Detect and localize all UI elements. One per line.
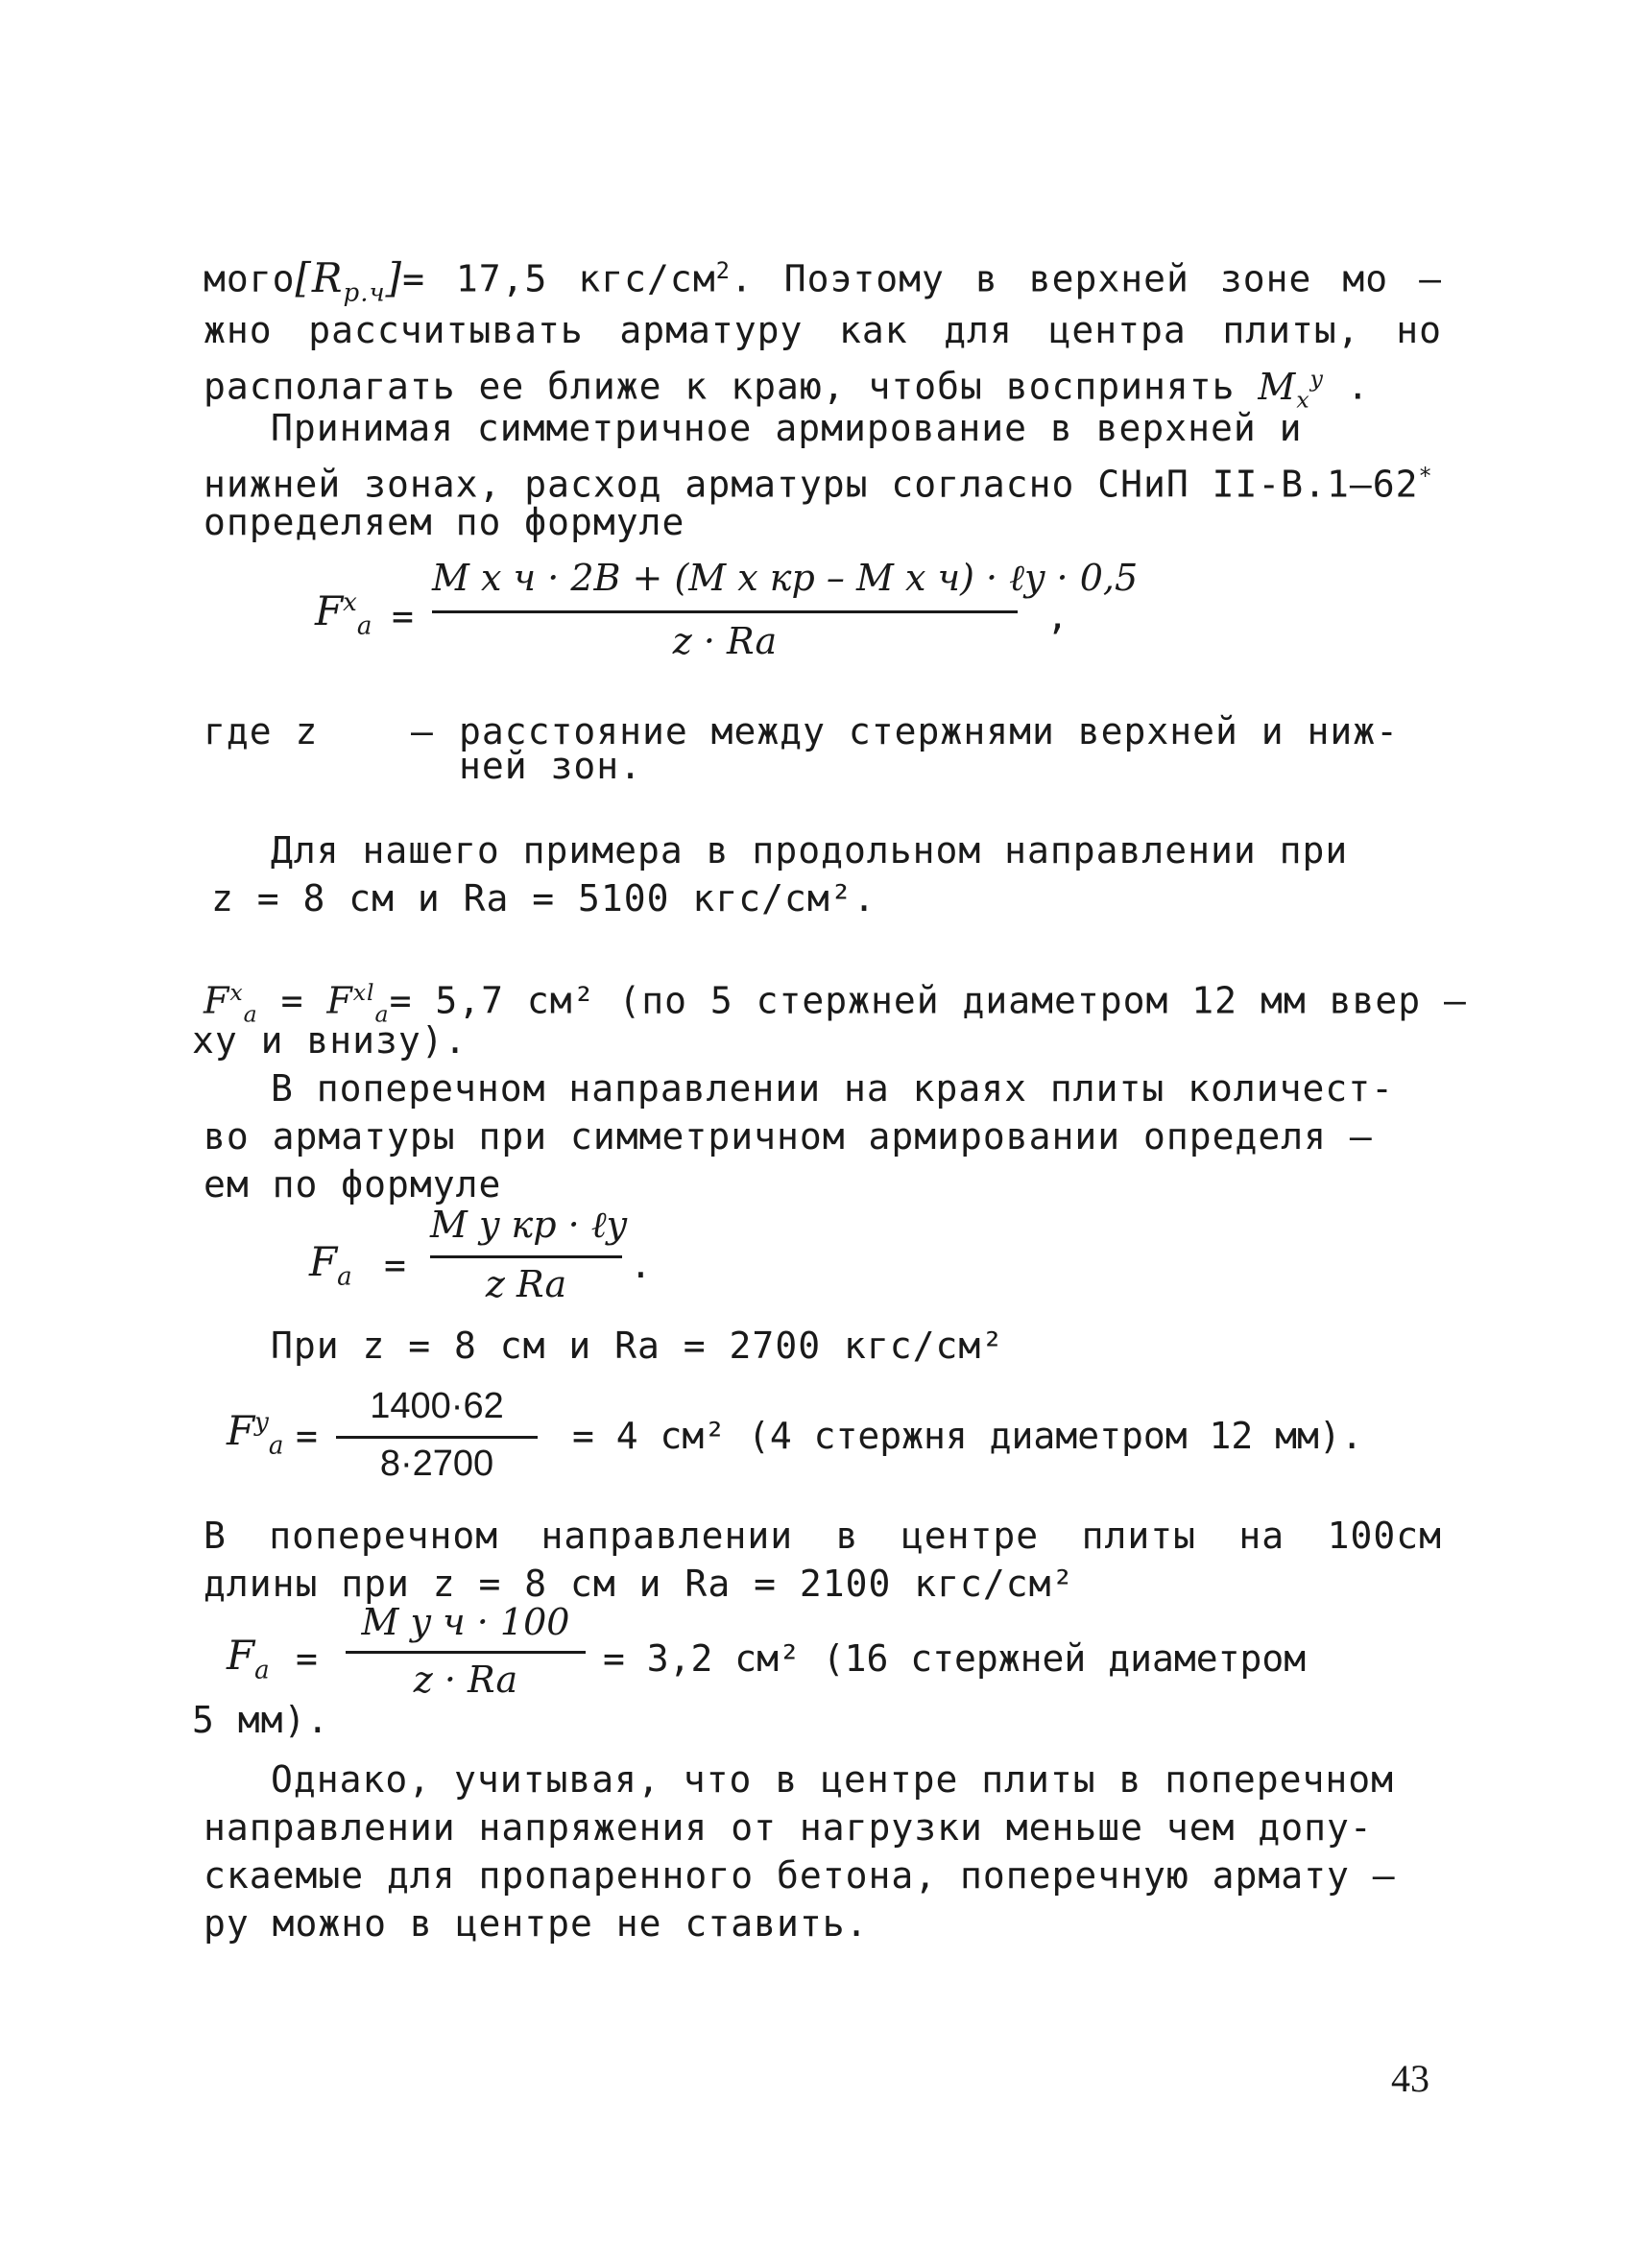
formula1-fraction-bar: [432, 610, 1018, 613]
paragraph6-line4: ру можно в центре не ставить.: [204, 1902, 869, 1945]
formula2-denominator: z Ra: [485, 1263, 567, 1305]
formula4-lhs: $F_a$: [227, 1632, 270, 1685]
page-number: 43: [1391, 2057, 1429, 2100]
formula4-result: = 3,2 см² (16 стержней диаметром: [603, 1637, 1307, 1680]
formula4-fraction: [346, 1601, 586, 1707]
paragraph2-line3: определяем по формуле: [204, 501, 685, 543]
paragraph4-line2: во арматуры при симметричном армировании определя –: [204, 1115, 1373, 1158]
formula2-numerator: M y кр · ℓy: [430, 1204, 628, 1246]
formula1-numerator: M x ч · 2B + (M x кр – M x ч) · ℓy · 0,5: [432, 557, 1139, 599]
definition-text-line2: ней зон.: [459, 745, 643, 787]
formula2-fraction-bar: [430, 1255, 622, 1258]
paragraph6-line1: Однако, учитывая, что в центре плиты в поперечном: [271, 1758, 1395, 1801]
paragraph6-line3: скаемые для пропаренного бетона, поперечную армату –: [204, 1854, 1396, 1897]
formula3-fraction-bar: [336, 1436, 538, 1439]
paragraph6-line2: направлении напряжения от нагрузки меньше чем допу-: [204, 1806, 1373, 1849]
paragraph1-line3: располагать ее ближе к краю, чтобы воспринять $M_x^y$ .: [204, 365, 1370, 414]
formula4-equals: =: [296, 1637, 318, 1680]
result1-line1: $F^x_a = F^{xl}_a= 5,7$ см² (по 5 стержней диаметром 12 мм ввер –: [204, 979, 1467, 1028]
paragraph3-line1: Для нашего примера в продольном направлении при: [271, 829, 1349, 871]
paragraph1-line2: жно рассчитывать арматуру как для центра плиты, но: [204, 309, 1442, 351]
formula2-lhs: $F_a$: [309, 1238, 352, 1292]
formula1-denominator: z · Ra: [672, 620, 778, 662]
paragraph5-line1: В поперечном направлении в центре плиты на 100см: [204, 1515, 1442, 1557]
formula2-trailing: .: [630, 1244, 652, 1286]
definition-term: где z: [204, 710, 319, 752]
definition-text-line1: расстояние между стержнями верхней и ниж-: [459, 710, 1399, 752]
result1-line2: ху и внизу).: [192, 1019, 468, 1062]
paragraph5-line2: длины при z = 8 см и Ra = 2100 кгс/см²: [204, 1563, 1075, 1605]
paragraph2-line2: нижней зонах, расход арматуры согласно СНиП II-В.1–62*: [204, 463, 1433, 506]
paragraph1-line1: $могo[R_{р.ч}]= 17,5$ кгс/$см^2$. Поэтому в верхней зоне мо –: [204, 253, 1442, 308]
formula1-lhs: $F^x_a$: [315, 587, 372, 641]
paragraph4-line1: В поперечном направлении на краях плиты количест-: [271, 1067, 1395, 1110]
given2-line: При z = 8 см и Ra = 2700 кгс/см²: [271, 1325, 1005, 1367]
formula2-equals: =: [384, 1244, 406, 1286]
formula2-fraction: [430, 1204, 628, 1309]
paragraph2-line1: Принимая симметричное армирование в верхней и: [271, 407, 1303, 449]
formula1-equals: =: [392, 595, 414, 637]
formula1-trailing: ,: [1046, 595, 1069, 637]
formula4-denominator: z · Ra: [413, 1659, 518, 1701]
paragraph3-line2: z = 8 см и Ra = 5100 кгс/см².: [211, 877, 877, 919]
formula3-lhs: $F^y_a$: [227, 1407, 284, 1461]
formula4-numerator: M y ч · 100: [361, 1601, 570, 1643]
definition-dash: –: [411, 710, 434, 752]
formula3-result: = 4 см² (4 стержня диаметром 12 мм).: [572, 1415, 1363, 1457]
formula1-fraction: [432, 557, 1139, 672]
formula4-fraction-bar: [346, 1651, 586, 1654]
formula4-continuation: 5 мм).: [192, 1699, 330, 1741]
formula3-fraction: [336, 1386, 538, 1492]
paragraph4-line3: ем по формуле: [204, 1163, 502, 1206]
formula3-equals: =: [296, 1415, 318, 1457]
formula3-numerator: 1400·62: [370, 1386, 504, 1426]
formula3-denominator: 8·2700: [379, 1444, 494, 1484]
